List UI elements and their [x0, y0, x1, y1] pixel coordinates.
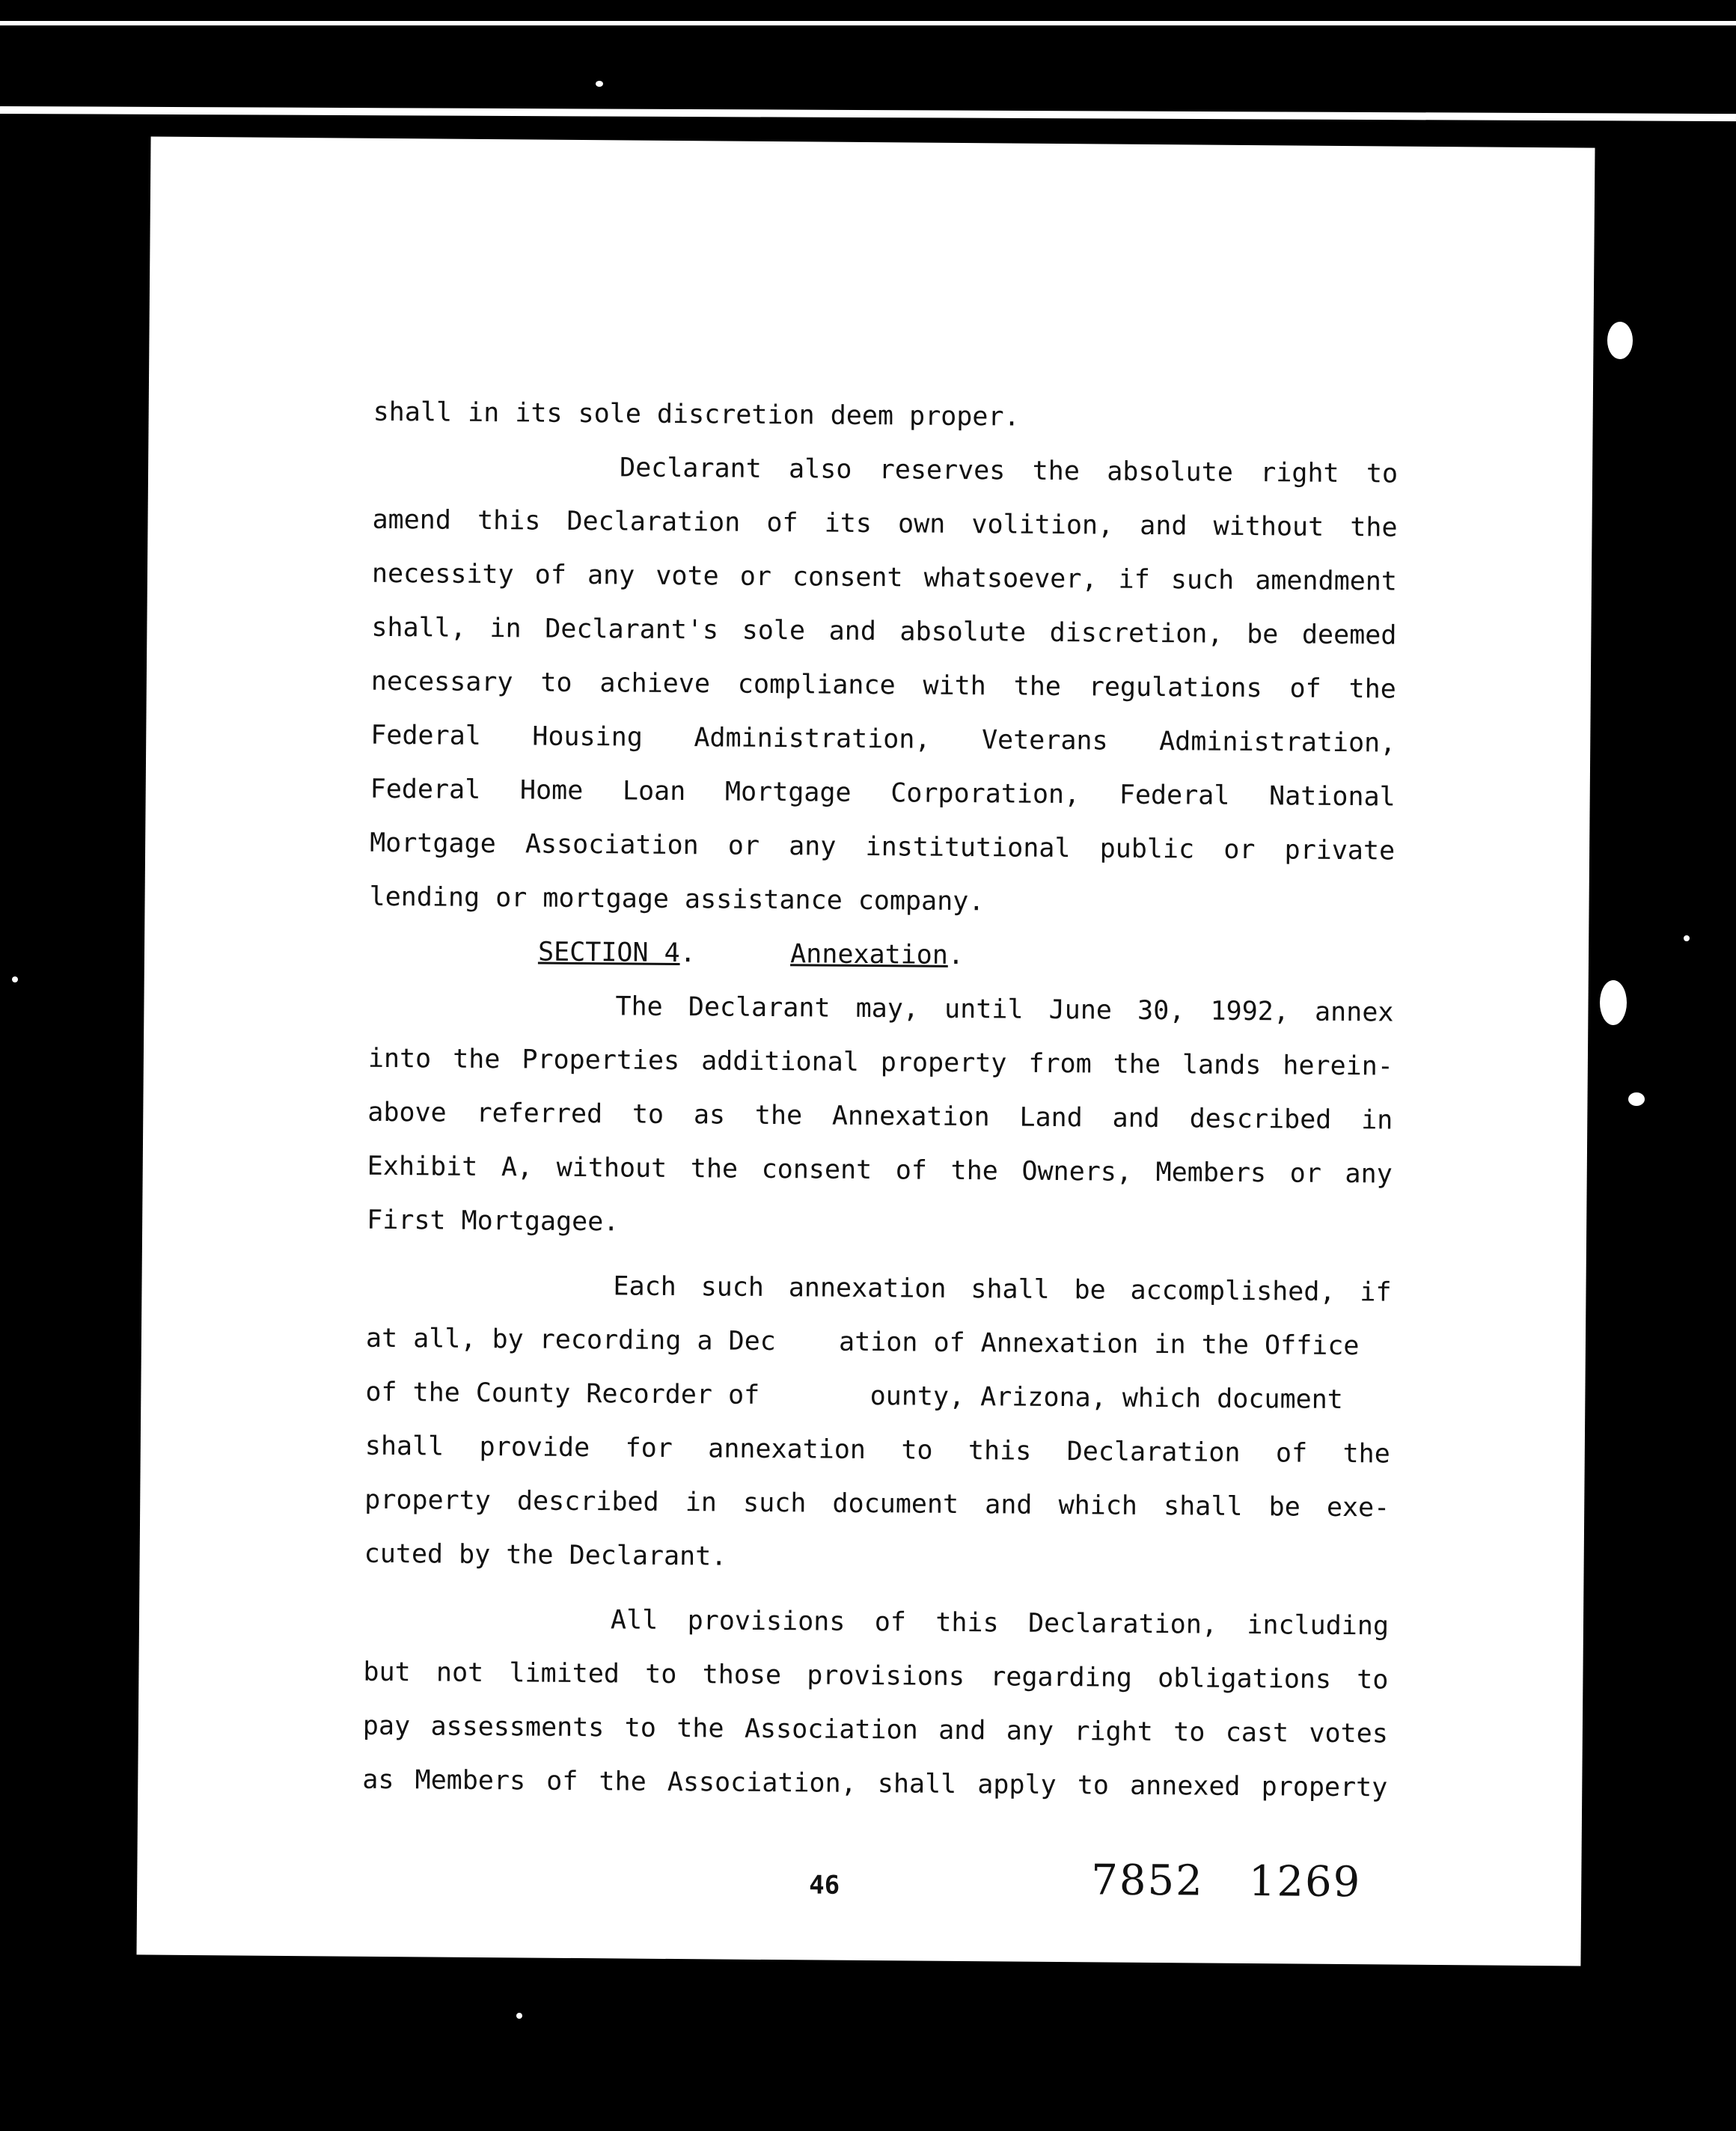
- text-line: shall, in Declarant's sole and absolute discretion, be deemed: [371, 612, 1397, 651]
- text-line: at all, by recording a Dec ation of Annexation in the Office: [365, 1323, 1360, 1362]
- scan-speck: [1600, 980, 1627, 1025]
- text-line: necessity of any vote or consent whatsoever, if such amendment: [371, 558, 1398, 597]
- text-line: shall provide for annexation to this Declaration of the: [364, 1431, 1390, 1470]
- text-line: Federal Housing Administration, Veterans Administration,: [370, 720, 1396, 759]
- text-line: Declarant also reserves the absolute right to: [619, 453, 1399, 489]
- scan-border-top: [0, 21, 1736, 25]
- scan-border-line: [0, 106, 1736, 121]
- scan-speck: [1628, 1092, 1645, 1106]
- section-title: Annexation: [790, 939, 949, 970]
- scan-speck: [516, 2013, 522, 2019]
- text-line: into the Properties additional property from the lands herein-: [367, 1043, 1394, 1082]
- text-line: above referred to as the Annexation Land and described in: [367, 1097, 1393, 1136]
- document-codes: [1091, 1856, 1407, 1907]
- text-line: All provisions of this Declaration, including: [610, 1605, 1390, 1642]
- text-line: Mortgage Association or any institutional public or private: [370, 828, 1396, 866]
- document-body: [362, 385, 1399, 1815]
- text-line: cuted by the Declarant.: [364, 1538, 727, 1572]
- text-line: pay assessments to the Association and any right to cast votes: [362, 1710, 1389, 1749]
- section-punct: .: [947, 940, 965, 971]
- text-line: but not limited to those provisions regarding obligations to: [363, 1657, 1389, 1696]
- text-line: lending or mortgage assistance company.: [369, 881, 985, 917]
- section-punct: .: [679, 938, 791, 970]
- document-page: [136, 136, 1595, 1966]
- text-line: property described in such document and which shall be exe-: [364, 1485, 1390, 1523]
- doc-code-2: 1269: [1248, 1857, 1362, 1907]
- page-number: 46: [809, 1870, 840, 1901]
- text-line: as Members of the Association, shall apply to annexed property: [362, 1764, 1388, 1803]
- text-line: Each such annexation shall be accomplished, if: [613, 1271, 1392, 1308]
- text-line: shall in its sole discretion deem proper.: [373, 397, 1020, 432]
- scan-speck: [596, 81, 603, 87]
- scan-speck: [12, 976, 18, 982]
- doc-code-1: 7852: [1091, 1856, 1205, 1906]
- section-number: SECTION 4: [537, 937, 680, 969]
- text-line: of the County Recorder of ounty, Arizona, which document: [365, 1377, 1343, 1416]
- scan-speck: [1684, 935, 1690, 941]
- text-line: Exhibit A, without the consent of the Owners, Members or any: [367, 1151, 1393, 1190]
- text-line: The Declarant may, until June 30, 1992, annex: [615, 991, 1394, 1028]
- text-line: necessary to achieve compliance with the regulations of the: [370, 666, 1396, 705]
- text-line: amend this Declaration of its own volition, and without the: [372, 504, 1398, 543]
- section-heading: [369, 924, 1395, 986]
- text-line: Federal Home Loan Mortgage Corporation, Federal National: [370, 774, 1396, 813]
- text-line: First Mortgagee.: [367, 1205, 620, 1238]
- scan-speck: [1607, 322, 1633, 359]
